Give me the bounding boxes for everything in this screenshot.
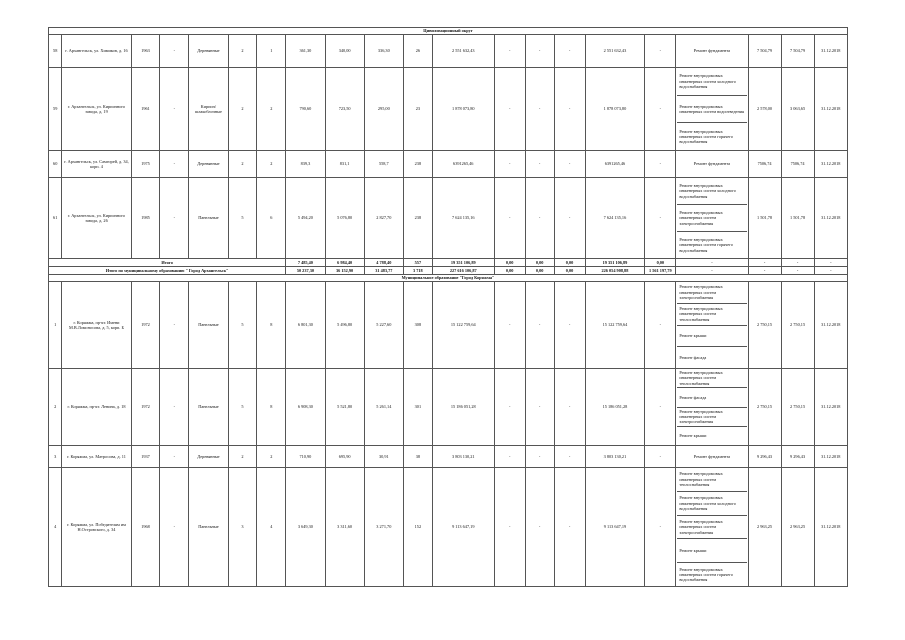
- row-cell: -: [525, 35, 554, 68]
- row-cell: -: [645, 369, 676, 446]
- row-residents: 38: [403, 446, 432, 468]
- table-row: [49, 446, 848, 468]
- row-year: 1963: [131, 35, 160, 68]
- total-cell: -: [814, 259, 847, 267]
- row-cell: -: [494, 68, 525, 151]
- row-funds: 2 551 632,43: [585, 35, 645, 68]
- row-work-type: Ремонт внутридомовых инженерных систем электроснабжения: [677, 282, 746, 304]
- row-number: 61: [49, 178, 62, 259]
- row-unit-cost: 2 578,00: [748, 68, 781, 151]
- row-cost: 9 113 647,19: [432, 468, 494, 587]
- total-cost: 19 351 106,89: [432, 259, 494, 267]
- row-cell: -: [494, 35, 525, 68]
- row-unit-cost-max: 7 504,79: [781, 35, 814, 68]
- row-unit-cost-max: 2 750,15: [781, 369, 814, 446]
- row-number: 59: [49, 68, 62, 151]
- row-material: Деревянные: [189, 446, 228, 468]
- row-date: 31.12.2018: [814, 35, 847, 68]
- total-cell: 0,00: [494, 259, 525, 267]
- row-area-res: 295,00: [364, 68, 403, 151]
- row-cost: 15 186 051,28: [432, 369, 494, 446]
- total-cell: 0,00: [554, 267, 585, 275]
- row-work-type: Ремонт внутридомовых инженерных систем горячего водоснабжения: [679, 128, 733, 145]
- total-area-res: 31 483,77: [364, 267, 403, 275]
- row-cell: -: [554, 369, 585, 446]
- row-floors: 2: [228, 35, 257, 68]
- row-cell: -: [554, 282, 585, 369]
- row-cost: 15 122 759,64: [432, 282, 494, 369]
- row-cost: 2 551 632,43: [432, 35, 494, 68]
- row-cell: -: [645, 151, 676, 178]
- section-header-row: [49, 275, 848, 282]
- row-work-type: Ремонт внутридомовых инженерных систем холодного водоснабжения: [677, 68, 746, 96]
- row-residents: 308: [403, 282, 432, 369]
- row-area-res: 30,91: [364, 446, 403, 468]
- row-cost: 1 878 073,80: [432, 68, 494, 151]
- table-row: [49, 282, 848, 369]
- total-cell: 0,00: [525, 267, 554, 275]
- row-funds: 3 803 130,21: [585, 446, 645, 468]
- total-area-res: 4 788,40: [364, 259, 403, 267]
- total-cell: -: [748, 259, 781, 267]
- table-row: [49, 68, 848, 151]
- row-number: 60: [49, 151, 62, 178]
- table-row: [49, 178, 848, 259]
- row-cell: -: [554, 468, 585, 587]
- row-cell: -: [554, 151, 585, 178]
- row-entrances: 1: [257, 35, 286, 68]
- row-funds: 15 122 759,64: [585, 282, 645, 369]
- row-floors: 5: [228, 282, 257, 369]
- row-material: Панельные: [189, 178, 228, 259]
- row-date: 31.12.2018: [814, 446, 847, 468]
- row-residents: 152: [403, 468, 432, 587]
- row-unit-cost: 7506,74: [748, 151, 781, 178]
- row-cell: -: [554, 178, 585, 259]
- row-address: г. Коряжма, пр-кт. Имени М.В.Ломоносова, д. 5, корп. Б: [62, 282, 131, 369]
- row-residents: 26: [403, 35, 432, 68]
- row-area-res: 3 271,70: [364, 468, 403, 587]
- section-header-row: [49, 28, 848, 35]
- row-area-res: 5 261,14: [364, 369, 403, 446]
- row-cell: -: [160, 35, 189, 68]
- total-cell: 0,00: [554, 259, 585, 267]
- row-residents: 23: [403, 68, 432, 151]
- row-year: 1961: [131, 68, 160, 151]
- row-material: Панельные: [189, 282, 228, 369]
- row-work-type: Ремонт внутридомовых инженерных систем горячего водоснабжения: [679, 566, 733, 583]
- row-address: г. Архангельск, ул. Кирпичного завода, д. 26: [62, 178, 131, 259]
- row-work-type: Ремонт внутридомовых инженерных систем электроснабжения: [677, 205, 746, 232]
- row-address: г. Архангельск, ул. Самгорей, д. 34, корп. 4: [62, 151, 131, 178]
- row-cell: -: [645, 68, 676, 151]
- register-sheet: [48, 27, 848, 587]
- row-area-live: 340,00: [325, 35, 364, 68]
- row-unit-cost: 2 963,25: [748, 468, 781, 587]
- total-cell: -: [781, 267, 814, 275]
- row-area-live: 5 496,80: [325, 282, 364, 369]
- row-area-total: 6 908,30: [286, 369, 325, 446]
- total-funds: 19 351 106,89: [585, 259, 645, 267]
- row-cell: -: [554, 446, 585, 468]
- row-cell: -: [494, 468, 525, 587]
- row-funds: 1 878 073,80: [585, 68, 645, 151]
- total-area-total: 50 237,30: [286, 267, 325, 275]
- total-residents: 557: [403, 259, 432, 267]
- total-row: [49, 259, 848, 267]
- row-area-live: 831,1: [325, 151, 364, 178]
- row-cell: -: [645, 178, 676, 259]
- total-funds: 226 054 908,88: [585, 267, 645, 275]
- total-cell: 0,00: [525, 259, 554, 267]
- row-work-type: Ремонт крыши: [677, 539, 746, 563]
- row-work-type: Ремонт внутридомовых инженерных систем теплоснабжения: [677, 369, 746, 388]
- total-area-total: 7 485,40: [286, 259, 325, 267]
- row-date: 31.12.2018: [814, 68, 847, 151]
- row-year: 1975: [131, 151, 160, 178]
- row-work-list: [676, 468, 748, 587]
- row-area-res: 336,30: [364, 35, 403, 68]
- row-residents: 301: [403, 369, 432, 446]
- row-cell: -: [645, 282, 676, 369]
- row-work-list: [676, 68, 748, 151]
- total-residents: 3 718: [403, 267, 432, 275]
- row-date: 31.12.2018: [814, 282, 847, 369]
- total-cell: 0,00: [494, 267, 525, 275]
- row-number: 58: [49, 35, 62, 68]
- row-unit-cost: 7 504,79: [748, 35, 781, 68]
- row-number: 3: [49, 446, 62, 468]
- row-work-type: Ремонт внутридомовых инженерных систем теплоснабжения: [677, 304, 746, 326]
- row-area-total: 3 649,30: [286, 468, 325, 587]
- row-area-res: 5 227,60: [364, 282, 403, 369]
- row-work-list: [676, 178, 748, 259]
- row-unit-cost-max: 9 296,43: [781, 446, 814, 468]
- table-row: [49, 151, 848, 178]
- row-number: 2: [49, 369, 62, 446]
- row-unit-cost: 2 750,15: [748, 282, 781, 369]
- row-work-type: Ремонт внутридомовых инженерных систем водоотведения: [677, 96, 746, 124]
- row-material: Кирпич/ шлакоблочные: [189, 68, 228, 151]
- row-date: 31.12.2018: [814, 369, 847, 446]
- row-cell: -: [160, 151, 189, 178]
- row-material: Деревянные: [189, 151, 228, 178]
- row-work-type: Ремонт крыши: [677, 326, 746, 348]
- row-cell: -: [160, 446, 189, 468]
- row-area-res: 558,7: [364, 151, 403, 178]
- row-work-type: Ремонт фундамента: [676, 151, 748, 178]
- row-area-live: 723,50: [325, 68, 364, 151]
- row-year: 1972: [131, 369, 160, 446]
- row-work-type: Ремонт внутридомовых инженерных систем электроснабжения: [677, 408, 746, 427]
- row-work-list: [676, 282, 748, 369]
- row-entrances: 4: [257, 468, 286, 587]
- row-cell: -: [160, 68, 189, 151]
- row-cell: -: [525, 282, 554, 369]
- total-cell: -: [748, 267, 781, 275]
- row-floors: 2: [228, 446, 257, 468]
- row-area-live: 695,90: [325, 446, 364, 468]
- row-material: Панельные: [189, 369, 228, 446]
- row-area-live: 5 076,80: [325, 178, 364, 259]
- row-material: Панельные: [189, 468, 228, 587]
- row-cell: -: [494, 369, 525, 446]
- row-area-total: 361,30: [286, 35, 325, 68]
- row-entrances: 2: [257, 68, 286, 151]
- row-unit-cost: 1 501,78: [748, 178, 781, 259]
- row-floors: 5: [228, 178, 257, 259]
- total-cell: -: [676, 267, 748, 275]
- row-floors: 2: [228, 151, 257, 178]
- row-work-list: [676, 369, 748, 446]
- row-unit-cost-max: 3 063,65: [781, 68, 814, 151]
- row-area-total: 6 801,30: [286, 282, 325, 369]
- row-unit-cost-max: 7506,74: [781, 151, 814, 178]
- row-residents: 238: [403, 178, 432, 259]
- row-work-type: Ремонт внутридомовых инженерных систем электроснабжения: [677, 516, 746, 540]
- row-funds: 9 113 647,19: [585, 468, 645, 587]
- row-year: 1985: [131, 178, 160, 259]
- total-cell: 0,00: [645, 259, 676, 267]
- row-address: г. Коряжма, ул. Матросова, д. 11: [62, 446, 131, 468]
- row-funds: 7 624 135,16: [585, 178, 645, 259]
- total-cost: 227 616 106,87: [432, 267, 494, 275]
- row-work-type: Ремонт внутридомовых инженерных систем горячего водоснабжения: [679, 236, 733, 253]
- row-address: г. Архангельск, ул. Кирпичного завода, д. 19: [62, 68, 131, 151]
- row-date: 31.12.2018: [814, 468, 847, 587]
- row-date: 31.12.2018: [814, 151, 847, 178]
- row-cost: 3 803 130,21: [432, 446, 494, 468]
- row-cell: -: [160, 369, 189, 446]
- row-area-res: 2 827,70: [364, 178, 403, 259]
- row-floors: 5: [228, 369, 257, 446]
- row-cell: -: [645, 35, 676, 68]
- row-cell: -: [494, 282, 525, 369]
- row-cell: -: [525, 446, 554, 468]
- row-work-type: Ремонт фасада: [677, 388, 746, 407]
- row-area-total: 790,60: [286, 68, 325, 151]
- row-entrances: 8: [257, 369, 286, 446]
- row-entrances: 6: [257, 178, 286, 259]
- row-cost: 6391265,46: [432, 151, 494, 178]
- row-area-live: 5 521,80: [325, 369, 364, 446]
- total-area-live: 36 152,90: [325, 267, 364, 275]
- row-area-total: 710,90: [286, 446, 325, 468]
- row-date: 31.12.2018: [814, 178, 847, 259]
- row-entrances: 2: [257, 151, 286, 178]
- row-area-live: 3 311,60: [325, 468, 364, 587]
- row-area-total: 839,3: [286, 151, 325, 178]
- table-row: [49, 35, 848, 68]
- row-unit-cost: 9 296,43: [748, 446, 781, 468]
- row-year: 1972: [131, 282, 160, 369]
- row-material: Деревянные: [189, 35, 228, 68]
- total-cell: -: [781, 259, 814, 267]
- row-number: 4: [49, 468, 62, 587]
- row-floors: 3: [228, 468, 257, 587]
- row-unit-cost: 2 750,15: [748, 369, 781, 446]
- row-address: г. Коряжма, пр-кт. Ленина, д. 18: [62, 369, 131, 446]
- row-funds: 6391265,46: [585, 151, 645, 178]
- row-cell: -: [494, 446, 525, 468]
- row-work-type: Ремонт внутридомовых инженерных систем теплоснабжения: [677, 468, 746, 492]
- row-work-type: Ремонт крыши: [679, 433, 707, 439]
- row-cell: -: [160, 282, 189, 369]
- row-unit-cost-max: 1 501,78: [781, 178, 814, 259]
- row-cell: -: [494, 178, 525, 259]
- row-number: 1: [49, 282, 62, 369]
- row-work-type: Ремонт фасада: [679, 354, 707, 360]
- table-row: [49, 468, 848, 587]
- table-row: [49, 369, 848, 446]
- works-register-table: [48, 27, 848, 587]
- total-cell: -: [814, 267, 847, 275]
- row-area-total: 5 494,20: [286, 178, 325, 259]
- row-funds: 15 186 051,28: [585, 369, 645, 446]
- total-label: Итого по муниципальному образованию " Город Архангельск": [49, 267, 286, 275]
- row-year: 1968: [131, 468, 160, 587]
- section-title: Цивилизационный округ: [49, 28, 848, 35]
- total-cell: 1 561 197,79: [645, 267, 676, 275]
- row-address: г. Архангельск, ул. Химиков, д. 16: [62, 35, 131, 68]
- row-work-type: Ремонт внутридомовых инженерных систем холодного водоснабжения: [677, 492, 746, 516]
- total-cell: -: [676, 259, 748, 267]
- row-entrances: 2: [257, 446, 286, 468]
- row-cell: -: [525, 68, 554, 151]
- row-cell: -: [494, 151, 525, 178]
- row-residents: 238: [403, 151, 432, 178]
- total-area-live: 6 984,40: [325, 259, 364, 267]
- section-title: Муниципальное образование "Город Коряжма": [49, 275, 848, 282]
- total-label: Итого: [49, 259, 286, 267]
- row-cell: -: [554, 68, 585, 151]
- row-work-type: Ремонт внутридомовых инженерных систем холодного водоснабжения: [677, 178, 746, 205]
- row-cell: -: [160, 468, 189, 587]
- row-cell: -: [525, 178, 554, 259]
- row-entrances: 8: [257, 282, 286, 369]
- row-work-type: Ремонт фундамента: [676, 35, 748, 68]
- row-cell: -: [554, 35, 585, 68]
- row-floors: 2: [228, 68, 257, 151]
- row-cell: -: [525, 468, 554, 587]
- row-cell: -: [645, 446, 676, 468]
- row-unit-cost-max: 2 750,15: [781, 282, 814, 369]
- row-unit-cost-max: 2 963,25: [781, 468, 814, 587]
- row-year: 1937: [131, 446, 160, 468]
- total-row: [49, 267, 848, 275]
- row-address: г. Коряжма, ул. Победителям им Н.Островского, д. 34: [62, 468, 131, 587]
- row-cell: -: [160, 178, 189, 259]
- row-cell: -: [525, 369, 554, 446]
- row-cell: -: [525, 151, 554, 178]
- row-cell: -: [645, 468, 676, 587]
- row-work-type: Ремонт фундамента: [676, 446, 748, 468]
- row-cost: 7 624 135,16: [432, 178, 494, 259]
